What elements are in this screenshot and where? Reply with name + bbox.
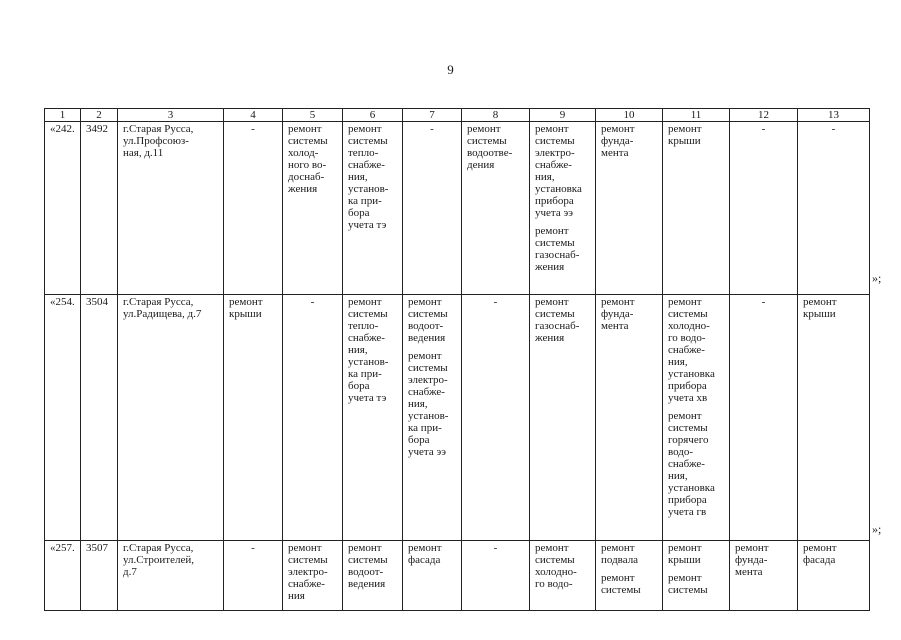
work-cell-col-9 (530, 295, 596, 541)
work-item: ремонт системы тепло- снабже- ния, установ- ка при- бора учета тэ (348, 123, 389, 231)
building-code-cell-text: 3507 (86, 542, 108, 554)
column-header-4: 4 (224, 109, 283, 122)
row-number-cell (45, 122, 81, 295)
row-number-cell (45, 541, 81, 611)
work-item: - (251, 542, 255, 554)
work-cell-col-6 (343, 122, 403, 295)
work-item: ремонт крыши (668, 542, 702, 566)
work-item: ремонт системы газоснаб- жения (535, 225, 580, 273)
row-closing-quote: »; (872, 522, 882, 536)
work-cell-col-13 (798, 295, 870, 541)
work-item: ремонт фунда- мента (735, 542, 769, 578)
work-item: - (493, 542, 498, 554)
work-cell-col-11 (663, 541, 730, 611)
work-item: ремонт системы горячего водо- снабже- ния, установка прибора учета гв (668, 410, 715, 518)
work-item: ремонт системы водоот- ведения (408, 296, 448, 344)
address-cell (118, 541, 224, 611)
work-cell-col-10 (596, 122, 663, 295)
work-item: ремонт системы электро- снабже- ния (288, 542, 328, 602)
work-item: ремонт системы (601, 572, 641, 596)
address-cell (118, 295, 224, 541)
work-cell-col-8 (462, 541, 530, 611)
column-header-5: 5 (283, 109, 343, 122)
work-item: ремонт системы тепло- снабже- ния, установ- ка при- бора учета тэ (348, 296, 389, 404)
work-item: - (831, 123, 836, 135)
work-item: - (251, 123, 255, 135)
work-item: ремонт системы водоот- ведения (348, 542, 388, 590)
column-header-8: 8 (462, 109, 530, 122)
column-header-11: 11 (663, 109, 730, 122)
work-cell-col-10 (596, 295, 663, 541)
column-header-13: 13 (798, 109, 870, 122)
work-cell-col-9 (530, 541, 596, 611)
work-item: - (430, 123, 434, 135)
work-cell-col-10 (596, 541, 663, 611)
work-item: ремонт системы холодно- го водо- снабже- ния, установка прибора учета хв (668, 296, 715, 404)
work-item: ремонт системы холодно- го водо- (535, 542, 577, 590)
work-item: - (761, 296, 766, 308)
work-cell-col-5 (283, 541, 343, 611)
column-header-10: 10 (596, 109, 663, 122)
work-item: ремонт подвала (601, 542, 639, 566)
row-number-cell (45, 295, 81, 541)
work-item: ремонт системы газоснаб- жения (535, 296, 580, 344)
work-cell-col-11 (663, 295, 730, 541)
work-item: ремонт системы холод- ного во- доснаб- жения (288, 123, 328, 195)
work-cell-col-12 (730, 541, 798, 611)
work-cell-col-13 (798, 122, 870, 295)
work-item: ремонт крыши (803, 296, 837, 320)
work-cell-col-7 (403, 122, 462, 295)
building-code-cell-text: 3504 (86, 296, 108, 308)
work-item: ремонт фунда- мента (601, 296, 635, 332)
work-item: - (493, 296, 498, 308)
repair-schedule-table (44, 108, 870, 611)
row-number-cell-text: «242. (50, 123, 75, 135)
row-number-cell-text: «257. (50, 542, 75, 554)
column-header-1: 1 (45, 109, 81, 122)
work-item: - (761, 123, 766, 135)
address-cell-text: г.Старая Русса, ул.Профсоюз- ная, д.11 (123, 123, 194, 159)
work-cell-col-4 (224, 122, 283, 295)
column-header-6: 6 (343, 109, 403, 122)
table-row (45, 295, 870, 541)
work-item: ремонт фунда- мента (601, 123, 635, 159)
building-code-cell (81, 122, 118, 295)
work-cell-col-8 (462, 295, 530, 541)
work-item: ремонт фасада (408, 542, 442, 566)
column-header-9: 9 (530, 109, 596, 122)
table-row (45, 541, 870, 611)
work-cell-col-5 (283, 122, 343, 295)
work-item: ремонт фасада (803, 542, 837, 566)
work-item: ремонт системы водоотве- дения (467, 123, 513, 171)
address-cell-text: г.Старая Русса, ул.Строителей, д.7 (123, 542, 194, 578)
building-code-cell (81, 295, 118, 541)
work-cell-col-4 (224, 541, 283, 611)
work-cell-col-4 (224, 295, 283, 541)
row-number-cell-text: «254. (50, 296, 75, 308)
column-header-2: 2 (81, 109, 118, 122)
address-cell-text: г.Старая Русса, ул.Радищева, д.7 (123, 296, 202, 320)
work-cell-col-13 (798, 541, 870, 611)
work-cell-col-7 (403, 541, 462, 611)
work-item: ремонт крыши (668, 123, 702, 147)
table-row (45, 122, 870, 295)
address-cell (118, 122, 224, 295)
work-item: ремонт системы (668, 572, 708, 596)
work-cell-col-9 (530, 122, 596, 295)
page-number: 9 (447, 62, 454, 77)
row-closing-quote: »; (872, 271, 882, 285)
column-header-12: 12 (730, 109, 798, 122)
header-row (45, 109, 870, 122)
work-cell-col-12 (730, 122, 798, 295)
work-item: ремонт крыши (229, 296, 263, 320)
work-item: - (310, 296, 315, 308)
column-header-3: 3 (118, 109, 224, 122)
work-item: ремонт системы электро- снабже- ния, установ- ка при- бора учета ээ (408, 350, 449, 458)
work-cell-col-7 (403, 295, 462, 541)
building-code-cell-text: 3492 (86, 123, 108, 135)
building-code-cell (81, 541, 118, 611)
work-cell-col-6 (343, 541, 403, 611)
work-cell-col-11 (663, 122, 730, 295)
work-item: ремонт системы электро- снабже- ния, установка прибора учета ээ (535, 123, 582, 219)
work-cell-col-5 (283, 295, 343, 541)
work-cell-col-6 (343, 295, 403, 541)
column-header-7: 7 (403, 109, 462, 122)
work-cell-col-12 (730, 295, 798, 541)
work-cell-col-8 (462, 122, 530, 295)
